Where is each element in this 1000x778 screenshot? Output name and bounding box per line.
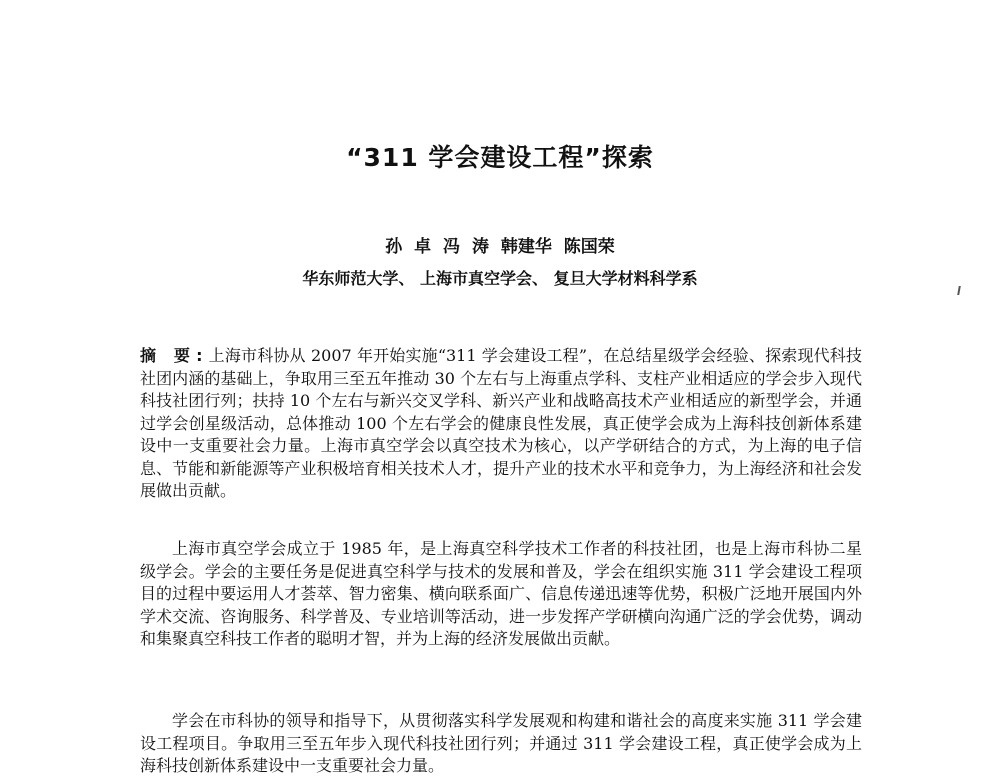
scan-artifact-mark (957, 286, 961, 295)
author-affiliations: 华东师范大学、 上海市真空学会、 复旦大学材料科学系 (302, 269, 698, 288)
abstract-label: 摘 要: (140, 346, 209, 365)
author-list: 孙 卓 冯 涛 韩建华 陈国荣 (385, 237, 615, 257)
body-paragraph-2: 学会在市科协的领导和指导下，从贯彻落实科学发展观和构建和谐社会的高度来实施 311 学会建设工程项目。争取用三至五年步入现代科技社团行列；并通过 311 学会建设工程，真正使学会成为上海科技创新体系建设中一支重要社会力量。 (140, 711, 862, 775)
paper-title: “311 学会建设工程”探索 (346, 143, 654, 172)
abstract-text: 上海市科协从 2007 年开始实施“311 学会建设工程”，在总结星级学会经验、探索现代科技社团内涵的基础上，争取用三至五年推动 30 个左右与上海重点学科、支柱产业相适应的学会步入现代科技社团行列；扶持 10 个左右与新兴交叉学科、新兴产业和战略高技术产业相适应的新型学会，并通过学会创星级活动，总体推动 100 个左右学会的健康良性发展，真正使学会成为上海科技创新体系建设中一支重要社会力量。上海市真空学会以真空技术为核心，以产学研结合的方式，为上海的电子信息、节能和新能源等产业积极培育相关技术人才，提升产业的技术水平和竞争力，为上海经济和社会发展做出贡献。 (140, 346, 862, 500)
abstract-paragraph (140, 345, 862, 503)
body-paragraph-1: 上海市真空学会成立于 1985 年，是上海真空科学技术工作者的科技社团，也是上海市科协二星级学会。学会的主要任务是促进真空科学与技术的发展和普及，学会在组织实施 311 学会建设工程项目的过程中要运用人才荟萃、智力密集、横向联系面广、信息传递迅速等优势，积极广泛地开展国内外学术交流、咨询服务、科学普及、专业培训等活动，进一步发挥产学研横向沟通广泛的学会优势，调动和集聚真空科技工作者的聪明才智，并为上海的经济发展做出贡献。 (140, 539, 862, 648)
